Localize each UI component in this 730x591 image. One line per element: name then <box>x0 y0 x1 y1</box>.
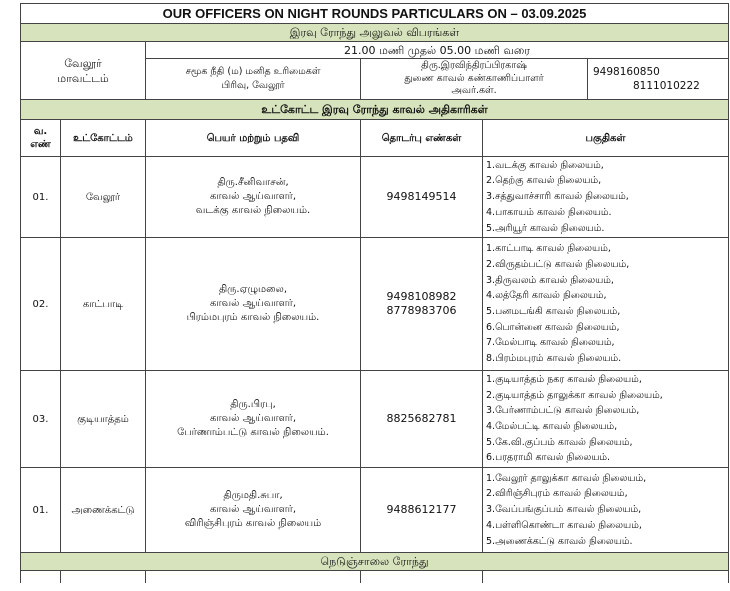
table-row <box>21 371 729 468</box>
area-item: 5.அரியூர் காவல் நிலையம். <box>486 222 605 234</box>
area-item: 6.பொன்னை காவல் நிலையம், <box>486 321 620 333</box>
header-name: பெயர் மற்றும் பதவி <box>146 120 361 157</box>
row-phone1: 9488612177 <box>386 503 457 516</box>
row-name-line1: திருமதி.சுபா, <box>223 490 283 501</box>
row-subdivision: குடியாத்தம் <box>61 371 146 468</box>
table-row <box>21 468 729 553</box>
area-item: 2.விரிஞ்சிபுரம் காவல் நிலையம், <box>486 488 628 500</box>
district-unit-line1: சமூக நீதி (ம) மனித உரிமைகள் <box>185 66 321 77</box>
area-item: 3.திருவலம் காவல் நிலையம், <box>486 274 614 286</box>
section-title: உட்கோட்ட இரவு ரோந்து காவல் அதிகாரிகள் <box>21 100 729 120</box>
header-areas: பகுதிகள் <box>483 120 729 157</box>
table-row <box>21 238 729 371</box>
row-phone <box>361 157 483 238</box>
header-sno <box>21 120 61 157</box>
area-item: 2.குடியாத்தம் தாலுக்கா காவல் நிலையம், <box>486 389 663 401</box>
row-sno: 01. <box>21 157 61 238</box>
area-item: 5.அணைக்கட்டு காவல் நிலையம். <box>486 535 633 547</box>
district-phone1: 9498160850 <box>593 66 660 78</box>
row-phone <box>361 238 483 371</box>
row-phone1: 8825682781 <box>386 412 457 425</box>
district-phone2: 8111010222 <box>633 80 700 92</box>
district-label-line1: வேலூர் <box>64 56 102 70</box>
night-rounds-document <box>20 3 728 583</box>
area-item: 1.குடியாத்தம் நகர காவல் நிலையம், <box>486 373 642 385</box>
area-item: 2.தெற்கு காவல் நிலையம், <box>486 175 602 187</box>
area-item: 5.பனமடங்கி காவல் நிலையம், <box>486 306 621 317</box>
row-name <box>146 371 361 468</box>
area-item: 3.வேப்பங்குப்பம் காவல் நிலையம், <box>486 504 642 516</box>
row-name-line2: காவல் ஆய்வாளர், <box>209 298 297 309</box>
row-sno: 01. <box>21 468 61 553</box>
district-officer-line2: துணை காவல் கண்காணிப்பாளர் <box>404 72 544 84</box>
area-item: 5.கே.வி.குப்பம் காவல் நிலையம், <box>486 436 633 448</box>
row-name <box>146 468 361 553</box>
row-phone <box>361 371 483 468</box>
row-sno: 03. <box>21 371 61 468</box>
area-item: 3.பேர்ணாம்பட்டு காவல் நிலையம், <box>486 405 640 417</box>
district-officer-cell <box>361 59 729 100</box>
header-contact: தொடர்பு எண்கள் <box>361 120 483 157</box>
row-phone <box>361 468 483 553</box>
area-item: 1.வேலூர் தாலுக்கா காவல் நிலையம், <box>486 472 647 484</box>
row-name-line1: திரு.சீனிவாசன், <box>217 177 289 188</box>
area-item: 8.பிரம்மபுரம் காவல் நிலையம். <box>486 353 622 365</box>
table-row <box>21 157 729 238</box>
row-name-line1: திரு.பிரபு, <box>230 399 276 410</box>
row-sno: 02. <box>21 238 61 371</box>
row-name-line1: திரு.ஏழுமலை, <box>218 284 288 295</box>
district-officer <box>361 59 588 99</box>
timing-row: 21.00 மணி முதல் 05.00 மணி வரை <box>146 42 729 59</box>
district-officer-line3: அவர்.கள். <box>451 85 497 97</box>
area-item: 1.காட்பாடி காவல் நிலையம், <box>486 243 611 255</box>
row-name-line2: காவல் ஆய்வாளர், <box>209 191 297 202</box>
header-subdivision: உட்கோட்டம் <box>61 120 146 157</box>
rounds-table <box>20 3 729 583</box>
district-officer-line1: திரு.இரவிந்திரப்பிரகாஷ் <box>421 60 527 72</box>
row-areas <box>483 157 729 238</box>
row-name <box>146 238 361 371</box>
row-subdivision: வேலூர் <box>61 157 146 238</box>
document-subtitle: இரவு ரோந்து அலுவல் விபரங்கள் <box>21 24 729 42</box>
row-name <box>146 157 361 238</box>
district-phones <box>588 59 728 99</box>
area-item: 7.மேல்பாடி காவல் நிலையம், <box>486 337 615 349</box>
area-item: 4.பாகாயம் காவல் நிலையம். <box>486 206 612 218</box>
area-item: 2.விருதம்பட்டு காவல் நிலையம், <box>486 258 630 270</box>
area-item: 3.சத்துவாச்சாரி காவல் நிலையம், <box>486 191 629 203</box>
row-phone1: 9498149514 <box>386 190 457 203</box>
row-subdivision: அணைக்கட்டு <box>61 468 146 553</box>
area-item: 1.வடக்கு காவல் நிலையம், <box>486 159 604 171</box>
row-areas <box>483 371 729 468</box>
row-name-line3: பிரம்மபுரம் காவல் நிலையம். <box>186 312 320 323</box>
document-title: OUR OFFICERS ON NIGHT ROUNDS PARTICULARS ON – 03.09.2025 <box>21 4 729 24</box>
area-item: 4.பள்ளிகொண்டா காவல் நிலையம், <box>486 519 642 531</box>
district-label-line2: மாவட்டம் <box>57 71 109 85</box>
row-phone1: 9498108982 <box>386 290 457 303</box>
district-unit <box>146 59 361 100</box>
cut-off-row <box>21 571 729 584</box>
area-item: 4.மேல்பட்டி காவல் நிலையம், <box>486 421 618 432</box>
row-areas <box>483 238 729 371</box>
row-phone2: 8778983706 <box>386 304 457 317</box>
row-name-line3: வடக்கு காவல் நிலையம். <box>195 205 311 216</box>
row-name-line3: பேர்ணாம்பட்டு காவல் நிலையம். <box>177 427 329 438</box>
row-areas <box>483 468 729 553</box>
area-item: 6.பரதராமி காவல் நிலையம். <box>486 452 611 464</box>
district-label <box>21 42 146 100</box>
area-item: 4.லத்தேரி காவல் நிலையம், <box>486 290 607 302</box>
row-name-line2: காவல் ஆய்வாளர், <box>209 413 297 424</box>
district-unit-line2: பிரிவு, வேலூர் <box>221 80 285 91</box>
row-subdivision: காட்பாடி <box>61 238 146 371</box>
header-row <box>21 120 729 157</box>
highway-title: நெடுஞ்சாலை ரோந்து <box>21 553 729 571</box>
row-name-line3: விரிஞ்சிபுரம் காவல் நிலையம் <box>184 518 322 529</box>
header-sno-line1: வ. <box>33 126 48 137</box>
row-name-line2: காவல் ஆய்வாளர், <box>209 504 297 515</box>
header-sno-line2: எண் <box>30 139 51 150</box>
